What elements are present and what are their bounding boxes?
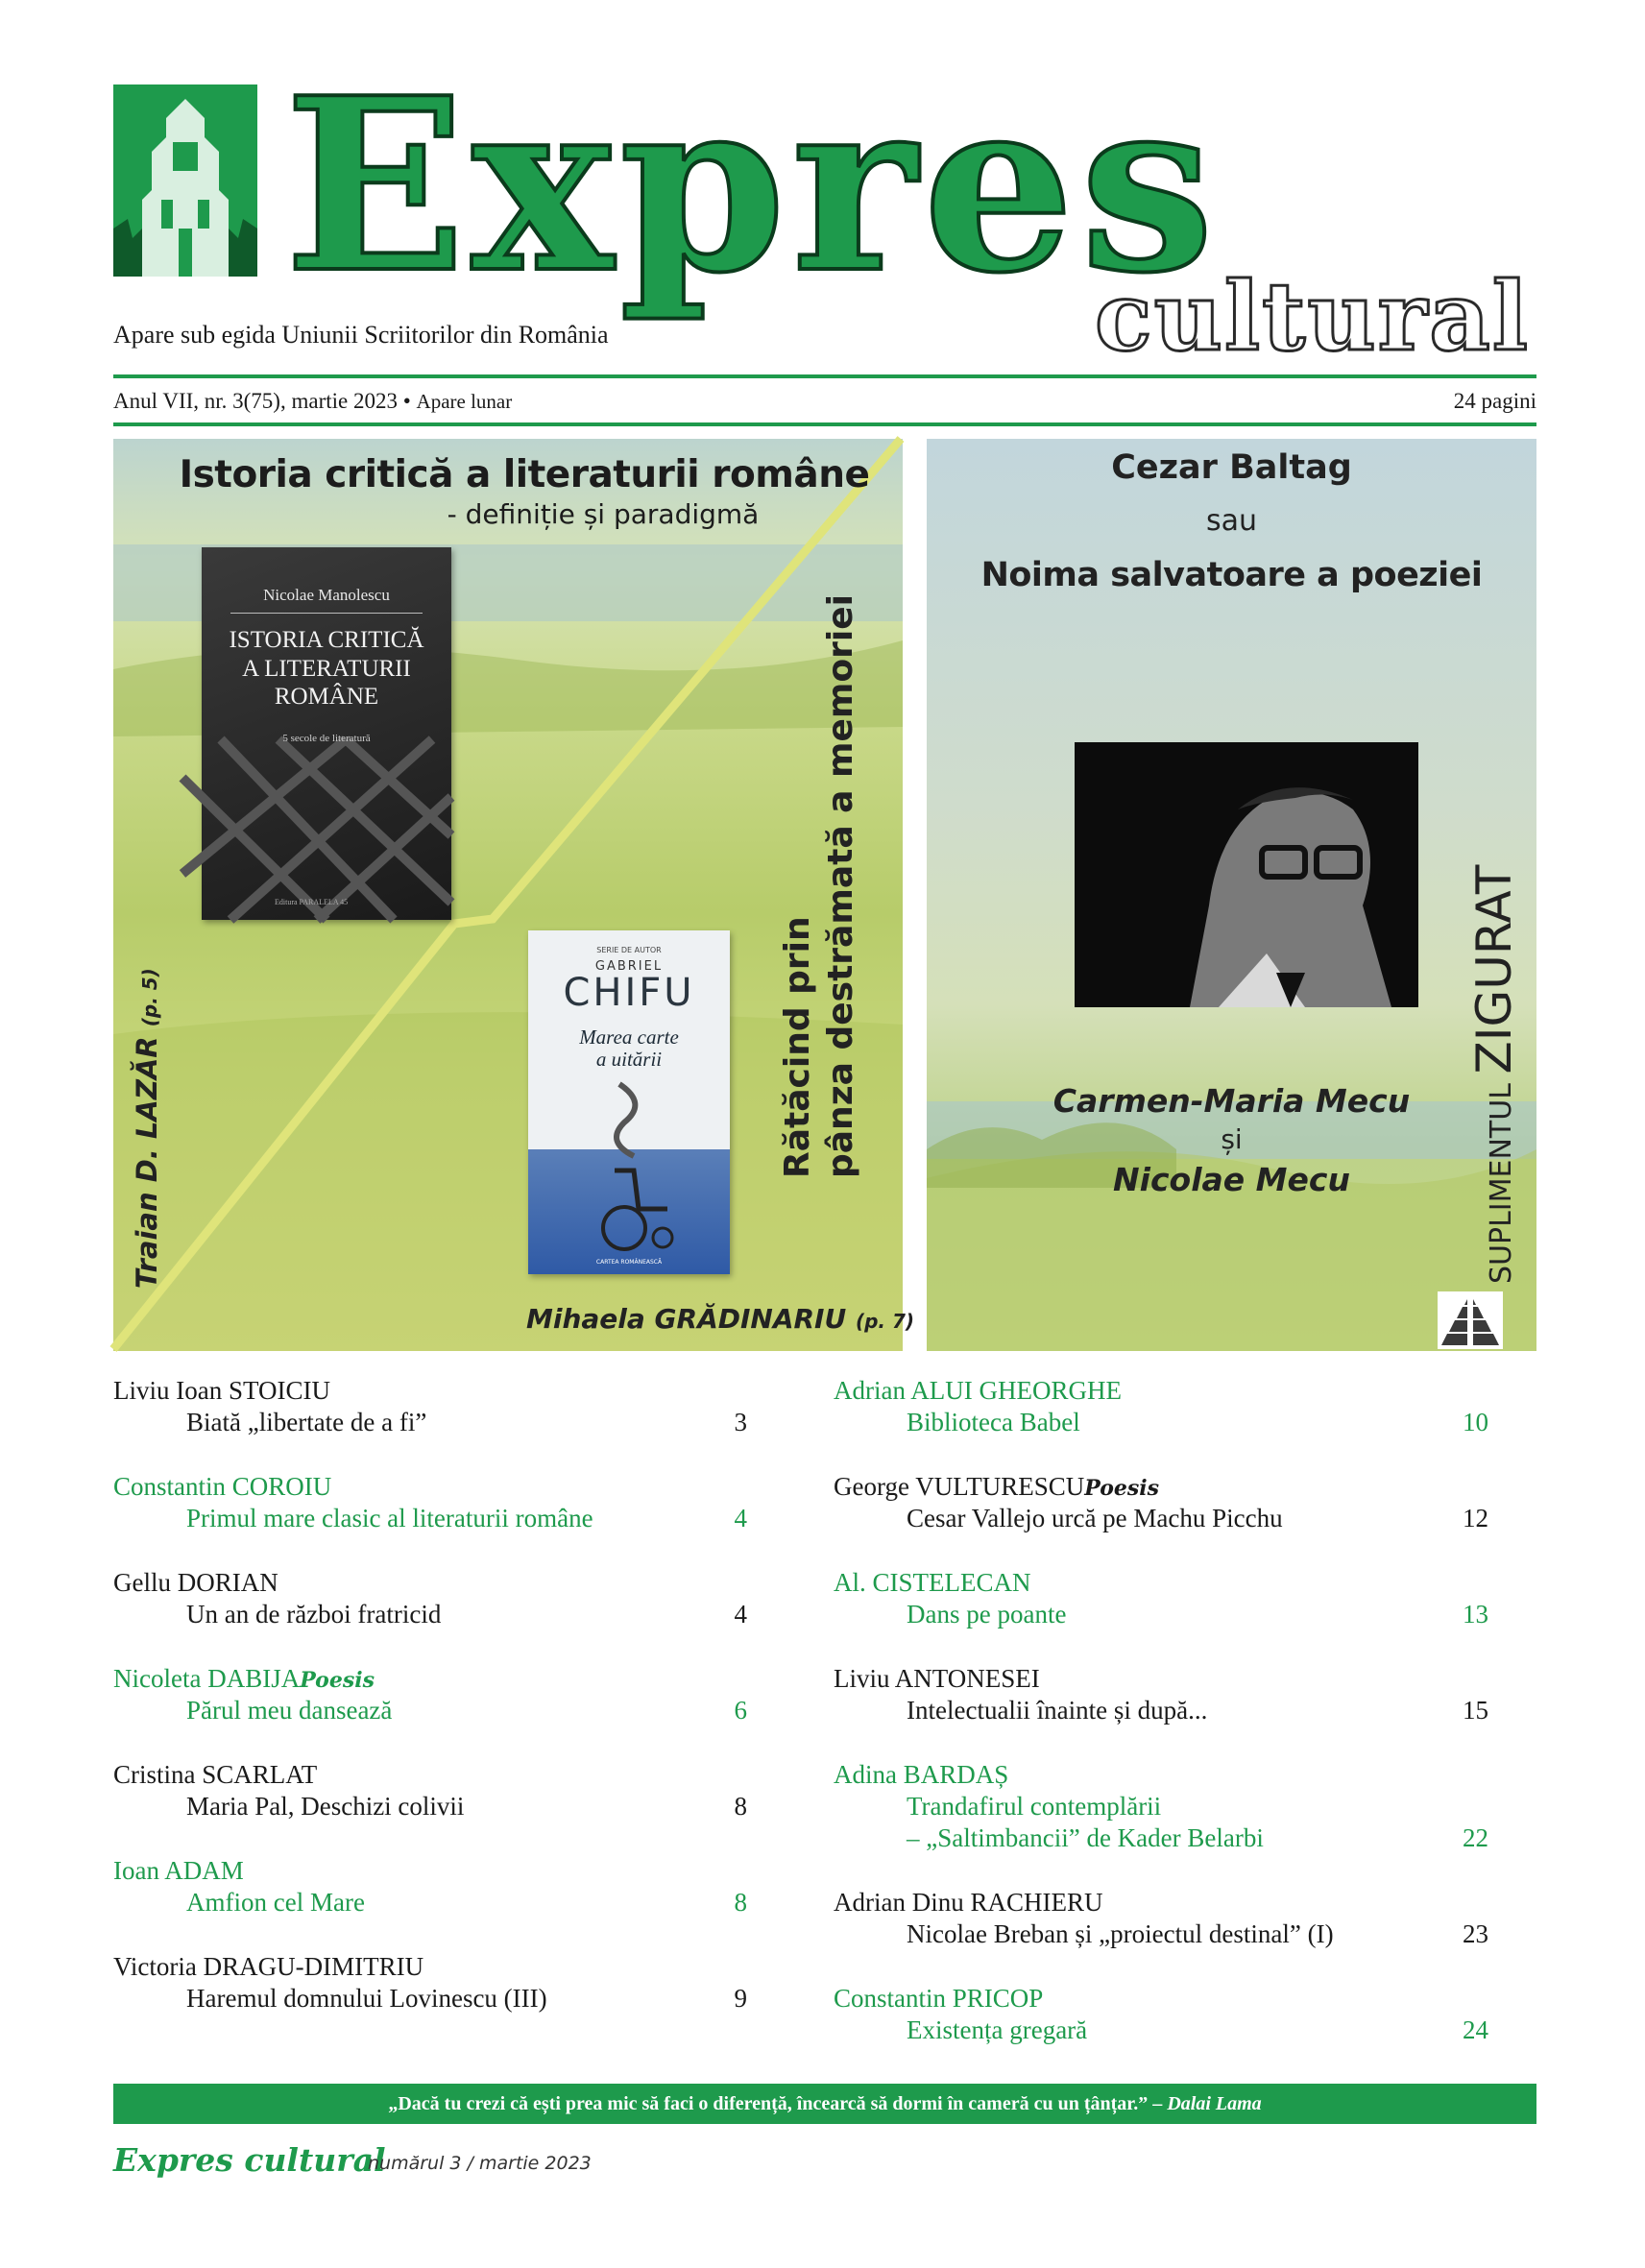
masthead-title: Expres xyxy=(284,46,1221,326)
cover-right-panel xyxy=(927,439,1536,1351)
book1-publisher: Editura PARALELA 45 xyxy=(275,898,349,906)
cover-left-title: Istoria critică a literaturii române xyxy=(179,453,870,496)
masthead-rule-bottom xyxy=(113,422,1536,426)
toc-title: Dans pe poante xyxy=(907,1600,1067,1629)
page-count: 24 pagini xyxy=(1453,389,1536,413)
footer-title: Expres cultural xyxy=(113,2141,386,2179)
cover-left-vertical-title: Rătăcind prin pânza destrămată a memoriei xyxy=(778,593,860,1178)
cover-right-sau: sau xyxy=(1205,504,1258,538)
toc-title: Părul meu dansează xyxy=(186,1696,393,1725)
toc-author: Liviu Ioan STOICIU xyxy=(113,1376,330,1405)
toc-page-number: 4 xyxy=(734,1504,747,1532)
book1-author: Nicolae Manolescu xyxy=(263,586,390,604)
author-lazar-page: (p. 5) xyxy=(138,968,161,1027)
masthead-logo xyxy=(113,84,257,277)
masthead-subtitle: cultural xyxy=(1095,262,1531,373)
toc-page-number: 12 xyxy=(1463,1504,1488,1532)
masthead-egida: Apare sub egida Uniunii Scriitorilor din România xyxy=(113,321,609,349)
author-gradinariu: Mihaela GRĂDINARIU xyxy=(526,1303,847,1335)
toc-page-number: 24 xyxy=(1463,2015,1488,2044)
toc-title: Un an de război fratricid xyxy=(186,1600,442,1629)
toc-author: Constantin COROIU xyxy=(113,1472,332,1501)
toc-title: Biată „libertate de a fi” xyxy=(186,1408,427,1436)
cover-left-panel xyxy=(113,439,915,1351)
toc-page-number: 10 xyxy=(1463,1408,1488,1436)
cover-right-title: Cezar Baltag xyxy=(1111,448,1352,487)
toc-author: Nicoleta DABIJAPoesis xyxy=(113,1664,375,1693)
book2-title: Marea carte a uitării xyxy=(579,1025,679,1072)
toc-page-number: 15 xyxy=(1463,1696,1488,1725)
toc-author: Adina BARDAȘ xyxy=(834,1760,1009,1789)
toc-author: Liviu ANTONESEI xyxy=(834,1664,1040,1693)
book1-subtitle: 5 secole de literatură xyxy=(282,733,371,744)
book-cover-chifu xyxy=(528,930,730,1274)
toc-author: Gellu DORIAN xyxy=(113,1568,278,1597)
cover-right-si: și xyxy=(1221,1123,1243,1155)
ziggurat-logo xyxy=(1438,1291,1503,1349)
toc-page-number: 13 xyxy=(1463,1600,1488,1629)
book2-author-first: GABRIEL xyxy=(594,959,664,974)
portrait-image xyxy=(1075,742,1418,1007)
toc-author: Al. CISTELECAN xyxy=(834,1568,1031,1597)
toc-author: Ioan ADAM xyxy=(113,1856,244,1885)
toc-page-number: 8 xyxy=(734,1888,747,1917)
cover-left-author-bottom xyxy=(526,1303,914,1335)
toc-title: Primul mare clasic al literaturii române xyxy=(186,1504,593,1532)
wheelchair-icon xyxy=(581,1084,687,1257)
toc-author: Cristina SCARLAT xyxy=(113,1760,318,1789)
book2-publisher: CARTEA ROMÂNEASCĂ xyxy=(595,1259,663,1266)
palace-logo-icon xyxy=(113,84,257,277)
cover-right-author1: Carmen-Maria Mecu xyxy=(1052,1082,1411,1120)
quote-bar xyxy=(113,2084,1536,2124)
toc-page-number: 6 xyxy=(734,1696,747,1725)
toc-title: Cesar Vallejo urcă pe Machu Picchu xyxy=(907,1504,1283,1532)
toc-author: Constantin PRICOP xyxy=(834,1984,1044,2013)
footer-issue: numărul 3 / martie 2023 xyxy=(368,2153,592,2174)
toc-title: Trandafirul contemplării – „Saltimbancii” de Kader Belarbi xyxy=(907,1792,1264,1852)
poesis-tag: Poesis xyxy=(1084,1476,1160,1501)
book1-divider xyxy=(230,613,423,614)
book-cover-manolescu xyxy=(202,547,451,920)
issue-line: Anul VII, nr. 3(75), martie 2023 • Apare lunar xyxy=(113,389,513,413)
book2-author-last: CHIFU xyxy=(563,971,695,1015)
toc-title: Haremul domnului Lovinescu (III) xyxy=(186,1984,547,2013)
toc-title: Maria Pal, Deschizi colivii xyxy=(186,1792,465,1821)
cover-right-subtitle: Noima salvatoare a poeziei xyxy=(980,556,1483,594)
author-gradinariu-page: (p. 7) xyxy=(855,1310,915,1333)
toc-page-number: 23 xyxy=(1463,1919,1488,1948)
cover-left-subtitle: - definiție și paradigmă xyxy=(447,498,760,530)
ziggurat-icon xyxy=(1438,1291,1503,1349)
toc-title: Amfion cel Mare xyxy=(186,1888,365,1917)
poesis-tag: Poesis xyxy=(300,1668,375,1693)
book1-title: ISTORIA CRITICĂ A LITERATURII ROMÂNE xyxy=(229,627,424,710)
book2-series: SERIE DE AUTOR xyxy=(596,946,662,954)
toc-title: Biblioteca Babel xyxy=(907,1408,1080,1436)
toc-author: Adrian Dinu RACHIERU xyxy=(834,1888,1103,1917)
toc-author: Victoria DRAGU-DIMITRIU xyxy=(113,1952,424,1981)
supplement-name: ZIGURAT xyxy=(1466,864,1522,1074)
supplement-prefix: SUPLIMENTUL xyxy=(1485,1083,1518,1284)
cover-right-author2: Nicolae Mecu xyxy=(1113,1161,1350,1198)
toc-page-number: 8 xyxy=(734,1792,747,1821)
toc-title: Intelectualii înainte și după... xyxy=(907,1696,1208,1725)
toc-page-number: 22 xyxy=(1463,1823,1488,1852)
supplement-label xyxy=(1466,865,1522,1284)
toc-title: Nicolae Breban și „proiectul destinal” (I) xyxy=(907,1919,1334,1948)
issue-number: Anul VII, nr. 3(75), martie 2023 xyxy=(113,389,398,413)
cover-left-author-vertical xyxy=(131,968,163,1289)
toc-title: Existența gregară xyxy=(907,2015,1088,2044)
quote-text: „Dacă tu crezi că ești prea mic să faci o diferență, încearcă să dormi în cameră cu un țânțar.” – xyxy=(388,2093,1163,2114)
toc-page-number: 3 xyxy=(734,1408,747,1436)
issue-frequency: Apare lunar xyxy=(416,390,513,413)
author-lazar: Traian D. LAZĂR xyxy=(131,1036,163,1289)
quote-author: Dalai Lama xyxy=(1167,2093,1262,2114)
masthead-rule-top xyxy=(113,374,1536,378)
portrait-photo xyxy=(1075,742,1418,1007)
toc-author: Adrian ALUI GHEORGHE xyxy=(834,1376,1122,1405)
toc-author: George VULTURESCUPoesis xyxy=(834,1472,1160,1501)
toc-page-number: 4 xyxy=(734,1600,747,1629)
toc-page-number: 9 xyxy=(734,1984,747,2013)
book-pattern xyxy=(202,739,451,920)
